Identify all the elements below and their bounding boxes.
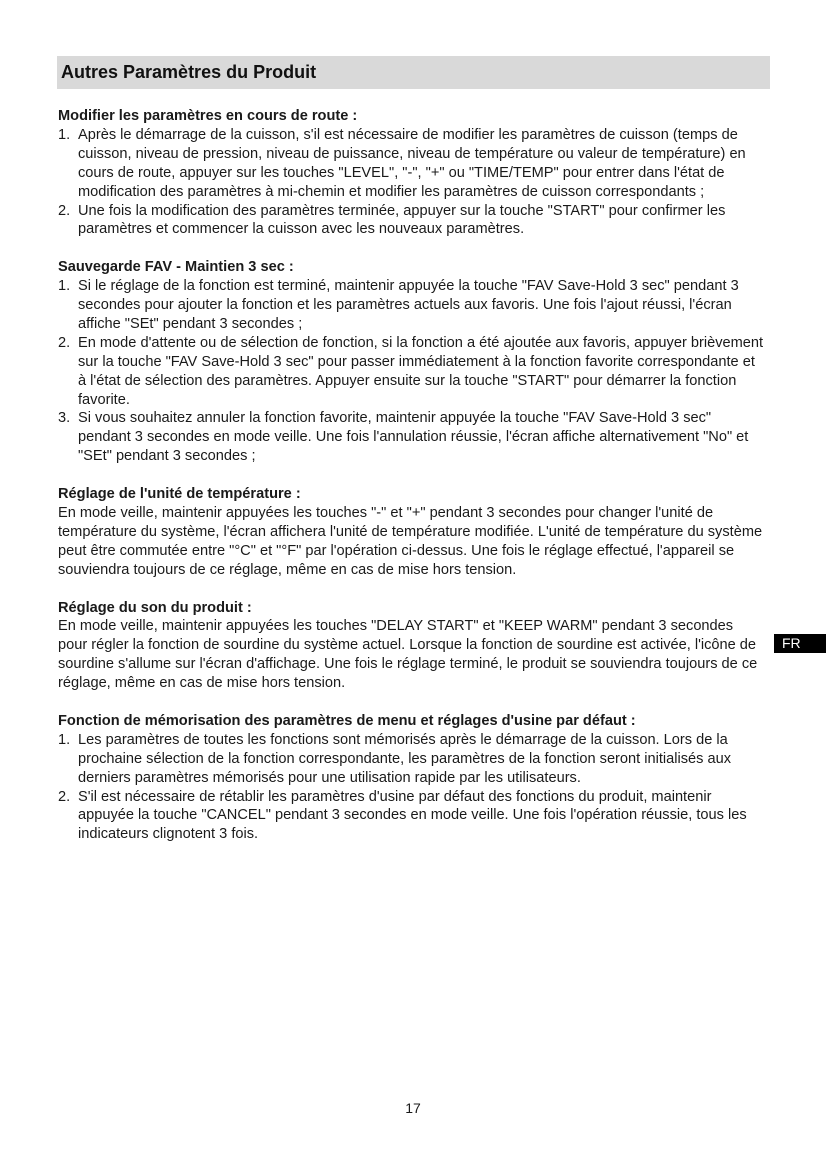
section-heading: Sauvegarde FAV - Maintien 3 sec : bbox=[58, 259, 294, 276]
list-number: 3. bbox=[58, 410, 71, 427]
section-paragraph: En mode veille, maintenir appuyées les touches "DELAY START" et "KEEP WARM" pendant 3 secondes pour régler la fonction de sourdine du système actuel. Lorsque la fonction de sourdine est activée, l'icône de sourdine s'allume sur l'écran d'affichage. Une fois le réglage terminé, le produit se souviendra toujours de ce réglage, même en cas de mise hors tension. bbox=[58, 618, 758, 692]
section-heading: Réglage du son du produit : bbox=[58, 599, 252, 616]
list-item bbox=[58, 277, 764, 334]
document-body bbox=[58, 107, 764, 863]
list-text: Après le démarrage de la cuisson, s'il est nécessaire de modifier les paramètres de cuisson (temps de cuisson, niveau de pression, niveau de puissance, niveau de température ou valeur de température) en cours de route, appuyer sur les touches "LEVEL", "-", "+" ou "TIME/TEMP" pour entrer dans l'état de modification des paramètres à mi-chemin et modifier les paramètres de cuisson correspondants ; bbox=[78, 126, 746, 200]
list-text: Les paramètres de toutes les fonctions sont mémorisés après le démarrage de la cuisson. Lors de la prochaine sélection de la fonction correspondante, les paramètres de la fonction seront initialisés aux derniers paramètres mémorisés pour une utilisation rapide par les utilisateurs. bbox=[78, 731, 732, 786]
page-title: Autres Paramètres du Produit bbox=[61, 62, 317, 82]
section-heading: Fonction de mémorisation des paramètres de menu et réglages d'usine par défaut : bbox=[58, 712, 636, 729]
list-text: S'il est nécessaire de rétablir les paramètres d'usine par défaut des fonctions du produit, maintenir appuyée la touche "CANCEL" pendant 3 secondes en mode veille. Une fois l'opération réussie, tous les indicateurs clignotent 3 fois. bbox=[78, 788, 747, 843]
list-item bbox=[58, 202, 764, 240]
list-number: 2. bbox=[58, 788, 71, 805]
section-sauvegarde-fav bbox=[58, 258, 764, 466]
section-son-produit bbox=[58, 599, 764, 694]
page-number: 17 bbox=[405, 1100, 421, 1116]
section-title-bar bbox=[57, 56, 770, 89]
section-memorisation-parametres bbox=[58, 712, 764, 844]
list-number: 1. bbox=[58, 731, 71, 748]
list-item bbox=[58, 126, 764, 202]
section-heading: Modifier les paramètres en cours de route : bbox=[58, 108, 358, 124]
list-item bbox=[58, 409, 764, 466]
list-number: 2. bbox=[58, 202, 71, 219]
list-item bbox=[58, 731, 764, 788]
list-number: 2. bbox=[58, 334, 71, 351]
list-number: 1. bbox=[58, 278, 71, 295]
list-text: Si le réglage de la fonction est terminé, maintenir appuyée la touche "FAV Save-Hold 3 sec" pendant 3 secondes pour ajouter la fonction et les paramètres actuels aux favoris. Une fois l'ajout réussi, l'écran affiche "SEt" pendant 3 secondes ; bbox=[78, 278, 739, 332]
section-heading: Réglage de l'unité de température : bbox=[58, 486, 301, 503]
section-unite-temperature bbox=[58, 485, 764, 580]
list-number: 1. bbox=[58, 126, 71, 143]
list-text: En mode d'attente ou de sélection de fonction, si la fonction a été ajoutée aux favoris, appuyer brièvement sur la touche "FAV Save-Hold 3 sec" pour passer immédiatement à la fonction favorite correspondante et à l'état de sélection des paramètres. Appuyer ensuite sur la touche "START" pour démarrer la fonction favorite. bbox=[78, 334, 764, 408]
language-tab: FR bbox=[774, 634, 826, 653]
list-text: Si vous souhaitez annuler la fonction favorite, maintenir appuyée la touche "FAV Save-Hold 3 sec" pendant 3 secondes en mode veille. Une fois l'annulation réussie, l'écran affiche alternativement "No" et "SEt" pendant 3 secondes ; bbox=[78, 410, 749, 465]
section-modifier-parametres bbox=[58, 107, 764, 239]
list-text: Une fois la modification des paramètres terminée, appuyer sur la touche "START" pour confirmer les paramètres et commencer la cuisson avec les nouveaux paramètres. bbox=[78, 202, 726, 238]
list-item bbox=[58, 334, 764, 410]
list-item bbox=[58, 788, 764, 845]
section-paragraph: En mode veille, maintenir appuyées les touches "-" et "+" pendant 3 secondes pour changer l'unité de température du système, l'écran affichera l'unité de température modifiée. L'unité de température du système peut être commutée entre "°C" et "°F" par l'opération ci-dessus. Une fois le réglage effectué, l'appareil se souviendra toujours de ce réglage, même en cas de mise hors tension. bbox=[58, 505, 763, 578]
